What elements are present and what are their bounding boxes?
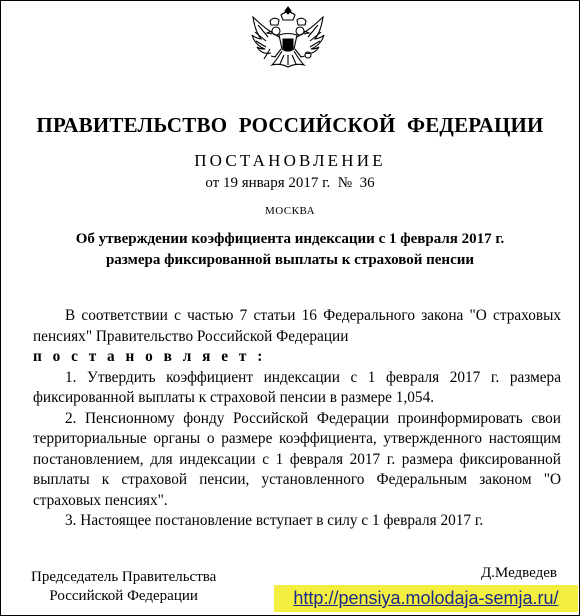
date-number-line: от 19 января 2017 г. № 36	[205, 175, 375, 191]
subject-line: размера фиксированной выплаты к страховой пенсии	[105, 252, 475, 268]
decree-item: 3. Настоящее постановление вступает в силу с 1 февраля 2017 г.	[65, 512, 484, 529]
document-date	[1, 175, 579, 192]
decrees-word: п о с т а н о в л я е т :	[33, 348, 266, 365]
signer-title	[31, 568, 216, 606]
coat-of-arms-icon	[250, 5, 326, 95]
city: МОСКВА	[264, 205, 316, 217]
decree-item: 1. Утвердить коэффициент индексации с 1 февраля 2017 г. размера фиксированной выплаты к страховой пенсии в размере 1,054.	[33, 368, 561, 406]
government-title: ПРАВИТЕЛЬСТВО РОССИЙСКОЙ ФЕДЕРАЦИИ	[36, 113, 544, 137]
subject-line: Об утверждении коэффициента индексации с 1 февраля 2017 г.	[75, 231, 505, 247]
signer-name: Д.Медведев	[480, 565, 557, 581]
decree-item: 2. Пенсионному фонду Российской Федерации проинформировать свои территориальные органы о размере коэффициента, утвержденного настоящим постановлением, для индексации с 1 февраля 2017 г. размера фиксированной выплаты к страховой пенсии, установленного Федеральным законом "О страховых пенсиях".	[33, 409, 561, 509]
document-subject	[21, 229, 559, 271]
document-type: ПОСТАНОВЛЕНИЕ	[194, 151, 386, 170]
signer-title-line: Российской Федерации	[49, 588, 198, 604]
document-body	[33, 306, 561, 532]
signer-title-line: Председатель Правительства	[31, 569, 217, 585]
source-url-link[interactable]: http://pensiya.molodaja-semja.ru/	[274, 585, 578, 612]
preamble: В соответствии с частью 7 статьи 16 Федерального закона "О страховых пенсиях" Правительство Российской Федерации	[33, 307, 561, 345]
